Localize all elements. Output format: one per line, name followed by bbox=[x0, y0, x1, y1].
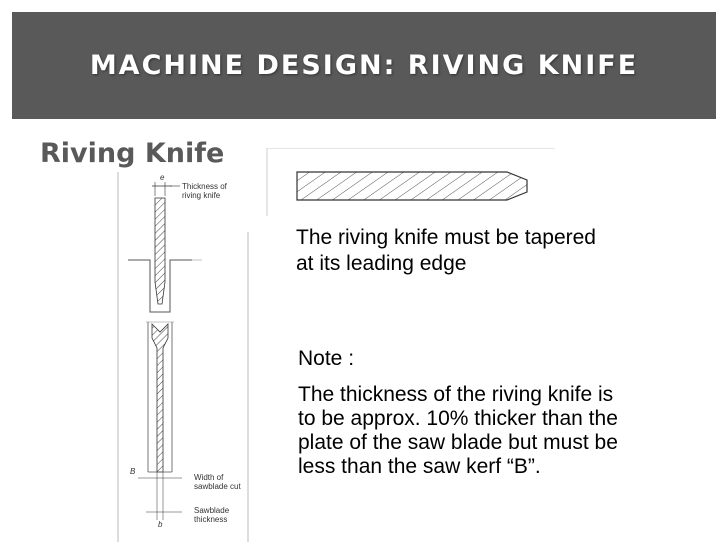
note-line-3: plate of the saw blade but must be bbox=[298, 431, 618, 454]
dimension-b-upper-label: B bbox=[130, 467, 136, 476]
riving-knife-cross-section-diagram bbox=[110, 172, 258, 542]
slide-title: MACHINE DESIGN: RIVING KNIFE bbox=[89, 50, 639, 81]
note-line-1: The thickness of the riving knife is bbox=[298, 383, 614, 406]
title-bar bbox=[12, 12, 716, 119]
width-label-line1: Width of bbox=[194, 473, 224, 482]
note-line-2: to be approx. 10% thicker than the bbox=[298, 407, 618, 430]
taper-line-2: at its leading edge bbox=[296, 252, 467, 275]
taper-description bbox=[296, 225, 716, 277]
thickness-label-line1: Thickness of bbox=[182, 182, 227, 191]
note-text bbox=[298, 383, 708, 479]
thickness-label-line2: riving knife bbox=[182, 191, 221, 200]
width-label-line2: sawblade cut bbox=[194, 482, 241, 491]
sawblade-label-line1: Sawblade bbox=[194, 506, 230, 515]
dimension-e-label: e bbox=[160, 173, 165, 182]
section-heading: Riving Knife bbox=[40, 138, 225, 169]
tapered-knife-shape bbox=[297, 172, 527, 200]
note-line-4: less than the saw kerf “B”. bbox=[298, 455, 541, 478]
riving-knife-shape bbox=[155, 198, 165, 304]
note-label: Note : bbox=[298, 347, 355, 370]
taper-line-1: The riving knife must be tapered bbox=[296, 226, 596, 249]
sawblade-shape bbox=[152, 324, 168, 472]
dimension-b-lower-label: b bbox=[158, 520, 163, 529]
tapered-knife-side-view bbox=[265, 148, 560, 218]
sawblade-label-line2: thickness bbox=[194, 515, 228, 524]
